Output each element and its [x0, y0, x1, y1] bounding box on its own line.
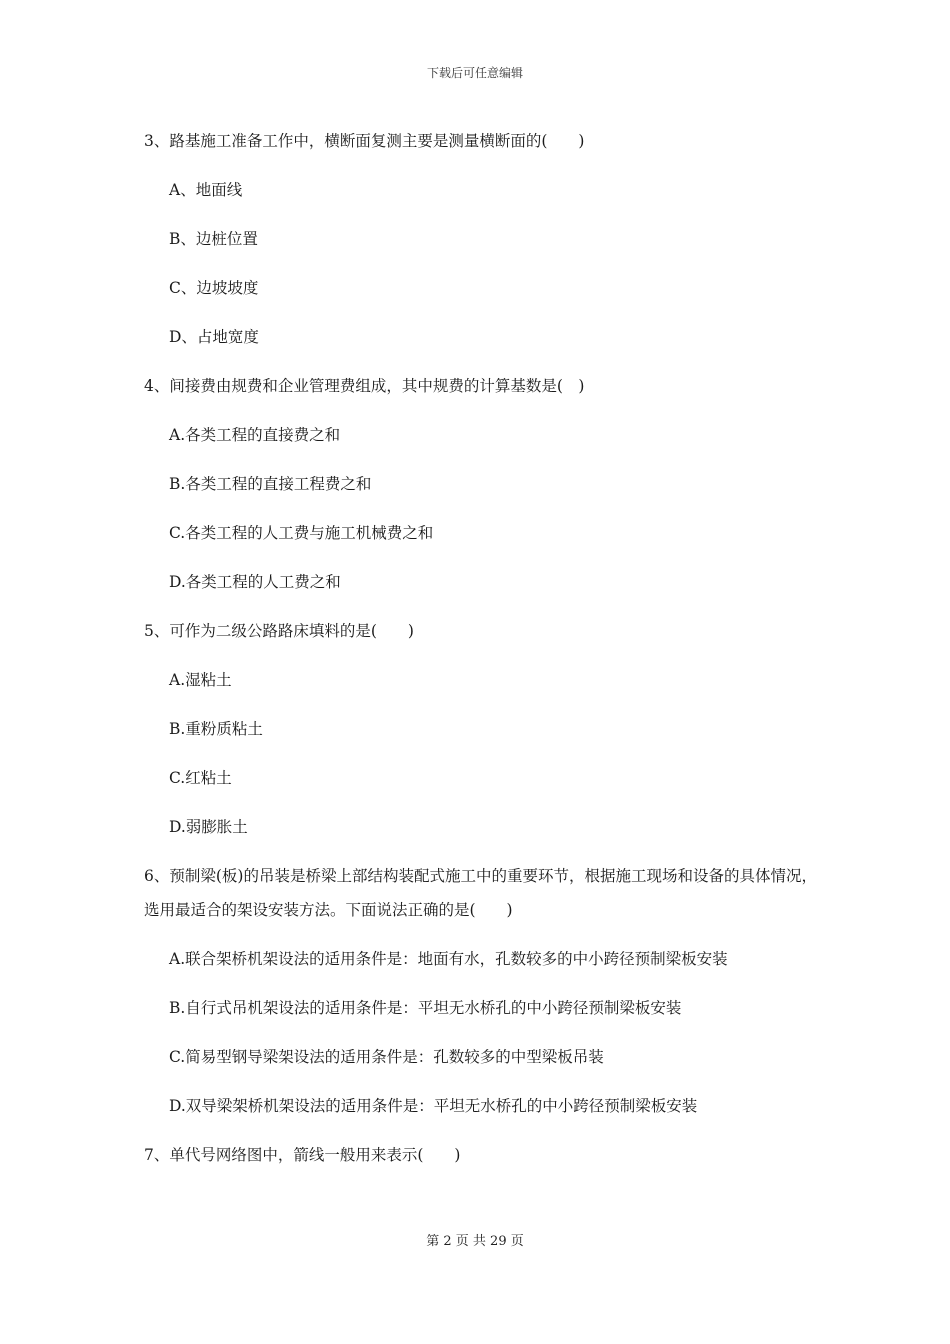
option-c: C、边坡坡度 [169, 279, 259, 297]
question-7 [144, 1138, 824, 1172]
option-a: A.各类工程的直接费之和 [169, 426, 341, 444]
question-3 [144, 124, 824, 354]
question-list [144, 124, 824, 1187]
option-c: C.简易型钢导梁架设法的适用条件是：孔数较多的中型梁板吊装 [169, 1048, 604, 1066]
question-5 [144, 614, 824, 844]
option-d: D.双导梁架桥机架设法的适用条件是：平坦无水桥孔的中小跨径预制梁板安装 [169, 1097, 698, 1115]
option-d: D.弱膨胀土 [169, 818, 248, 836]
question-4 [144, 369, 824, 599]
page-header: 下载后可任意编辑 [426, 66, 523, 80]
option-b: B.自行式吊机架设法的适用条件是：平坦无水桥孔的中小跨径预制梁板安装 [169, 999, 682, 1017]
question-stem: 7、单代号网络图中，箭线一般用来表示( ) [144, 1146, 461, 1164]
question-stem: 5、可作为二级公路路床填料的是( ) [144, 622, 414, 640]
option-c: C.各类工程的人工费与施工机械费之和 [169, 524, 434, 542]
question-stem: 6、预制梁(板)的吊装是桥梁上部结构装配式施工中的重要环节，根据施工现场和设备的具体情况，选用最适合的架设安装方法。下面说法正确的是( ) [144, 867, 817, 919]
question-6 [144, 859, 824, 1123]
question-stem: 4、间接费由规费和企业管理费组成，其中规费的计算基数是( ) [144, 377, 585, 395]
option-b: B、边桩位置 [169, 230, 258, 248]
option-d: D、占地宽度 [169, 328, 259, 346]
option-b: B.各类工程的直接工程费之和 [169, 475, 372, 493]
question-stem: 3、路基施工准备工作中，横断面复测主要是测量横断面的( ) [144, 132, 585, 150]
option-d: D.各类工程的人工费之和 [169, 573, 341, 591]
option-a: A、地面线 [169, 181, 243, 199]
page-footer: 第 2 页 共 29 页 [426, 1234, 524, 1249]
option-b: B.重粉质粘土 [169, 720, 263, 738]
option-a: A.湿粘土 [169, 671, 232, 689]
option-c: C.红粘土 [169, 769, 232, 787]
option-a: A.联合架桥机架设法的适用条件是：地面有水，孔数较多的中小跨径预制梁板安装 [169, 950, 728, 968]
